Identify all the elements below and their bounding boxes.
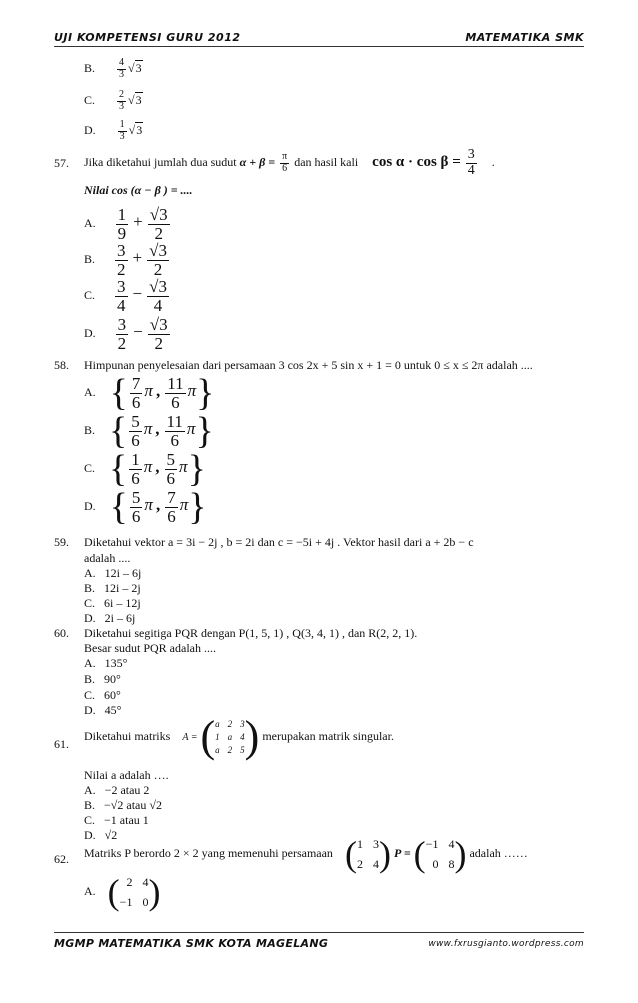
question-number: 58. [54,358,69,372]
frac-num: 5 [166,449,176,469]
frac-num: 11 [166,411,183,431]
matrix-cell: 2 [227,719,233,729]
frac-den: 2 [153,259,163,279]
q58-option-b[interactable]: B. { $\frac{5}{6}$ π , $\frac{11}{6}$ π} [84,410,214,452]
frac-num: 7 [167,487,176,507]
separator: , [155,456,160,476]
frac-den: 6 [131,506,141,526]
frac-num: √3 [149,315,168,334]
matrix-cell: 8 [448,856,455,871]
option-label: C. [84,92,96,107]
q60-line2: Besar sudut PQR adalah .... [84,641,216,655]
frac-num: 1 [131,449,140,469]
matrix-name: P = [393,845,411,860]
matrix-cell: 0 [142,894,149,909]
q62-option-a[interactable]: A. ( 2 4 −1 0 ) [84,872,161,912]
pi-symbol: π [144,380,153,400]
question-number: 61. [54,737,69,751]
option-text: 12i – 6j [104,566,142,580]
pi-symbol: π [179,494,189,514]
stem-text: adalah …… [469,845,528,860]
operator: + [133,212,143,232]
q57-option-a[interactable] [84,206,172,243]
q59-stem: Diketahui vektor a = 3i − 2j , b = 2i dan c = −5i + 4j . Vektor hasil dari a + 2b − c [84,535,474,549]
option-label: B. [84,60,96,75]
separator: , [155,494,161,514]
q61-stem: Diketahui matriks A = ( a 2 3 1 a 4 a 2 5 ) merupakan matrik singular. [84,712,394,761]
q56-option-c[interactable]: C. $\frac{2}{3}$ √3 [84,89,142,112]
frac-num: 4 [119,57,125,68]
option-label: D. [84,122,96,137]
frac-den: 3 [119,68,125,80]
matrix-cell: 4 [448,836,455,851]
option-text: 6i – 12j [104,596,141,610]
matrix-cell: −1 [425,836,439,851]
q61-option-b[interactable] [84,798,162,813]
matrix-cell: 4 [372,856,379,871]
header-right: MATEMATIKA SMK [465,31,584,44]
option-label: D. [84,703,96,717]
pi-symbol: π [179,456,188,476]
matrix-cell: a [215,719,220,729]
q59-option-b[interactable] [84,581,141,596]
matrix-option-a [120,875,149,910]
operator: + [132,248,143,268]
q57-line2: Nilai cos (α − β ) = .... [84,183,193,197]
option-label: C. [84,288,96,303]
option-label: D. [84,326,96,341]
q60-option-a[interactable] [84,656,127,671]
frac-den: 6 [167,506,176,526]
matrix-cell: 2 [227,745,233,755]
matrix-cell: 0 [432,856,439,871]
matrix-cell: 3 [240,719,245,729]
matrix-left [357,837,379,872]
pi-symbol: π [143,456,153,476]
option-text: 45° [104,703,122,717]
separator: , [155,380,161,400]
pi-symbol: π [144,494,153,514]
pi-symbol: π [187,380,197,400]
question-number: 62. [54,852,69,866]
frac-num: √3 [149,241,167,260]
option-label: C. [84,688,96,702]
matrix-cell: a [215,745,220,755]
option-label: A. [84,216,96,231]
frac-den: 6 [131,468,140,488]
q60-option-b[interactable] [84,672,121,687]
q59-option-c[interactable] [84,596,141,611]
option-text: −1 atau 1 [104,813,149,827]
q58-stem: Himpunan penyelesaian dari persamaan 3 cos 2x + 5 sin x + 1 = 0 untuk 0 ≤ x ≤ 2π adalah .... [84,358,533,372]
frac-den: 6 [166,468,176,488]
stem-math: α + β = [239,154,276,169]
pi-symbol: π [143,418,153,438]
frac-den: 9 [117,223,127,243]
frac-num: 5 [131,411,140,431]
option-text: −2 atau 2 [104,783,150,797]
footer-right[interactable]: www.fxrusgianto.wordpress.com [428,939,584,949]
option-label: D. [84,828,96,842]
option-text: 12i – 2j [104,581,141,595]
matrix-cell: 4 [142,874,149,889]
option-text: −√2 atau √2 [104,798,162,812]
frac-den: 6 [170,430,179,450]
frac-den: 2 [154,223,163,243]
option-text: 60° [104,688,121,702]
page-header [54,28,584,47]
frac-den: 4 [117,295,126,315]
frac-den: 3 [119,100,125,112]
stem-text: Diketahui matriks [84,728,171,743]
frac-den: 6 [131,430,140,450]
stem-text: merupakan matrik singular. [262,728,394,743]
option-label: B. [84,422,96,437]
separator: , [155,418,160,438]
q57-option-d[interactable] [84,316,172,353]
q56-option-d[interactable]: D. $\frac{1}{3}$ √3 [84,119,143,142]
option-label: A. [84,566,96,580]
option-label: C. [84,460,96,475]
footer-left: MGMP MATEMATIKA SMK KOTA MAGELANG [54,937,329,950]
option-label: C. [84,813,96,827]
option-label: B. [84,581,96,595]
option-label: B. [84,252,96,267]
q59-option-a[interactable] [84,566,141,581]
q59-option-d[interactable] [84,611,135,626]
frac-num: 11 [167,373,184,393]
q61-option-a[interactable] [84,783,149,798]
frac-num: 5 [131,487,141,507]
frac-den: 4 [153,295,163,315]
option-label: A. [84,783,96,797]
frac-num: 3 [117,315,127,334]
frac-num: 2 [119,89,125,100]
frac-num: √3 [149,277,167,296]
q61-option-c[interactable] [84,813,149,828]
q57-option-b[interactable] [84,242,171,279]
matrix-name: A = [182,731,198,743]
frac-den: 6 [131,392,141,412]
operator: − [132,284,143,304]
matrix-right [426,837,455,872]
option-label: B. [84,798,96,812]
q58-option-a[interactable]: A. { $\frac{7}{6}$ π , $\frac{11}{6}$ π} [84,372,215,414]
option-text: √2 [104,828,118,842]
option-label: D. [84,498,96,513]
frac-num: √3 [149,205,168,224]
pi-symbol: π [186,418,196,438]
frac-num: 3 [117,241,126,260]
question-number: 59. [54,535,69,549]
option-label: B. [84,672,96,686]
option-label: C. [84,596,96,610]
question-number: 57. [54,156,69,170]
frac-den: 4 [467,162,475,178]
q58-option-c[interactable]: C. { $\frac{1}{6}$ π , $\frac{5}{6}$ π} [84,448,206,490]
frac-den: 2 [117,333,127,353]
frac-den: 3 [119,130,125,142]
q62-stem: Matriks P berordo 2 × 2 yang memenuhi persamaan ( 1 3 2 4 ) P = ( −1 4 0 8 ) adalah …… [84,834,528,874]
q59-line2: adalah .... [84,551,131,565]
matrix-cell: −1 [119,894,133,909]
frac-den: 6 [282,162,288,174]
q60-stem: Diketahui segitiga PQR dengan P(1, 5, 1) , Q(3, 4, 1) , dan R(2, 2, 1). [84,626,418,640]
q56-option-b[interactable]: B. $\frac{4}{3}$ √3 [84,57,142,80]
question-number: 60. [54,626,69,640]
q60-option-c[interactable] [84,688,121,703]
option-label: A. [84,656,96,670]
matrix-cell: 5 [240,745,245,755]
option-text: 90° [104,672,121,686]
option-label: A. [84,883,96,898]
option-label: A. [84,384,96,399]
q57-stem [84,148,495,178]
stem-text: . [491,154,495,169]
stem-math: cos α · cos β = [372,153,461,170]
matrix-cell: 2 [356,856,363,871]
header-left: UJI KOMPETENSI GURU 2012 [54,31,241,44]
option-text: 135° [104,656,128,670]
frac-num: 3 [467,147,475,162]
stem-text: dan hasil kali [294,154,359,169]
frac-den: 2 [117,259,126,279]
matrix-cell: 2 [126,874,133,889]
option-label: D. [84,611,96,625]
frac-den: 6 [171,392,180,412]
q61-line2: Nilai a adalah …. [84,768,169,782]
operator: − [133,322,143,342]
matrix-cell: a [227,732,233,742]
frac-num: 1 [117,205,127,224]
matrix-cell: 3 [372,836,379,851]
q57-option-c[interactable] [84,278,171,315]
frac-den: 2 [154,333,163,353]
matrix-cell: 1 [356,836,363,851]
stem-text: Matriks P berordo 2 × 2 yang memenuhi persamaan [84,845,333,860]
matrix-cell: 1 [215,732,220,742]
frac-num: π [282,151,288,163]
frac-num: 1 [119,119,125,130]
option-text: 2i – 6j [104,611,136,625]
stem-text: Jika diketahui jumlah dua sudut [84,154,237,169]
frac-num: 7 [131,373,141,393]
q58-option-d[interactable]: D. { $\frac{5}{6}$ π , $\frac{7}{6}$ π} [84,486,207,528]
matrix-cell: 4 [240,732,245,742]
page-footer [54,932,584,953]
matrix-a [215,719,245,755]
frac-num: 3 [117,277,126,296]
